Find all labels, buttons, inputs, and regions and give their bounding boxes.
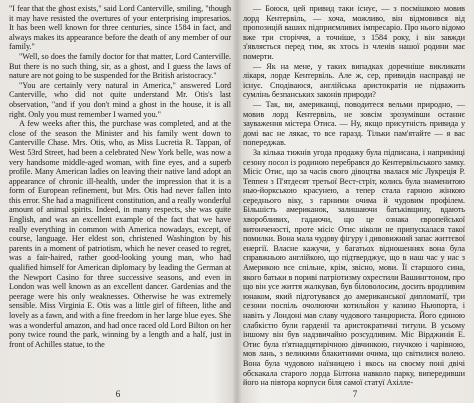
right-page: [237, 0, 474, 403]
left-paragraph-3: "You are certainly very natural in America," answered Lord Canterville, who did not quite understand Mr. Otis's last observation, "and if you don't mind a ghost in the house, it is all right. Only you must remember I warned you.": [9, 80, 231, 119]
left-paragraph-4: A few weeks after this, the purchase was completed, and at the close of the season the Minister and his family went down to Canterville Chase. Mrs. Otis, who, as Miss Lucretia R. Tappan, of West 53rd Street, had been a celebrated New York belle, was now a very handsome middle-aged woman, with fine eyes, and a superb profile. Many American ladies on leaving their native land adopt an appearance of chronic ill-health, under the impression that it is a form of European refinement, but Mrs. Otis had never fallen into this error. She had a magnificent constitution, and a really wonderful amount of animal spirits. Indeed, in many respects, she was quite English, and was an excellent example of the fact that we have really everything in common with America nowadays, except, of course, language. Her eldest son, christened Washington by his parents in a moment of patriotism, which he never ceased to regret, was a fair-haired, rather good-looking young man, who had qualified himself for American diplomacy by leading the German at the Newport Casino for three successive seasons, and even in London was well known as an excellent dancer. Gardenias and the peerage were his only weaknesses. Otherwise he was extremely sensible. Miss Virginia E. Otis was a little girl of fifteen, lithe and lovely as a fawn, and with a fine freedom in her large blue eyes. She was a wonderful amazon, and had once raced old Lord Bilton on her pony twice round the park, winning by a length and a half, just in front of Achilles statue, to the: [9, 119, 231, 349]
left-paragraph-1: "I fear that the ghost exists," said Lord Canterville, smiling, "though it may have resisted the overtures of your enterprising impresarios. It has been well known for three centuries, since 1584 in fact, and always makes its appearance before the death of any member of our family.": [9, 4, 231, 52]
left-page-number: 6: [115, 389, 121, 399]
right-paragraph-1: — Боюся, цей привид таки існує, — з посмішкою мовив лорд Кентервіль, — хоча, можливо, він відмовився від пропозицій ваших підприємливих імпресаріо. Про нього відомо вже три сторіччя, а точніше, з 1584 року, і він завжди з'являється перед тим, як хтось із членів нашої родини має померти.: [243, 4, 465, 61]
left-paragraph-2: "Well, so does the family doctor for that matter, Lord Canterville. But there is no such thing, sir, as a ghost, and I guess the laws of nature are not going to be suspended for the British aristocracy.": [9, 51, 231, 81]
right-paragraph-3: — Так, ви, американці, поводитеся вельми природно, — мовив лорд Кентервіль, не зовсім зрозумівши останнє зауваження містера Отиса. — Ну, якщо присутність привида у домі вас не лякає, то все гаразд. Тільки пам'ятайте — я вас попереджав.: [243, 99, 465, 148]
right-page-number: 7: [352, 389, 358, 399]
right-paragraph-4: За кілька тижнів угода продажу була підписана, і наприкінці сезону посол із родиною перебрався до Кентервільського замку. Місіс Отис, що за часів свого дівоцтва звалася міс Лукреція Р. Теппен з П'ятдесят третьої Вест-стріт, колись була знаменитою нью-йоркською красунею, а тепер стала гарною жінкою середнього віку, з гарними очима й чудовим профілем. Більшість американок, залишаючи батьківщину, вдають хворобливих, гадаючи, що це ознака європейської витонченості, проте місіс Отис ніколи не припускалася такої помилки. Вона мала чудову фігуру і дивовижний запас життєвої енергії. Власне кажучи, у багатьох відношеннях вона була справжньою англійкою, що підтверджує, що в наш час у нас з Америкою все спільне, крім, звісно, мови. Її старшого сина, якого батьки в пориві патріотизму охрестили Вашингтоном, про що він усе життя жалкував, був біловолосим, досить вродливим юнаком, який підготувався до американської дипломатії, три сезони поспіль очолюючи котильйон у казино Ньюпорта, і навіть у Лондоні мав славу чудового танцюриста. Його єдиною слабкістю були гарденії та аристократичні титули. В усьому іншому він був надзвичайно розсудливим. Міс Вірджинія Е. Отис була п'ятнадцятирічною дівчинкою, гнучкою і чарівною, мов лань, з великими блакитними очима, що світилися волею. Вона була чудовою наїзницею і якось на своєму поні двічі обскакала старого лорда Білтона навколо парку, випередивши його на півтора корпуси біля самої статуї Ахілле-: [243, 147, 465, 388]
right-paragraph-2: — Як на мене, у таких випадках доречніше викликати лікаря, лорде Кентервіль. Але ж, сер, привидів насправді не існує. Сподіваюся, англійська аристократія не підважить сумлінь безпанських законів природи?: [243, 61, 465, 100]
